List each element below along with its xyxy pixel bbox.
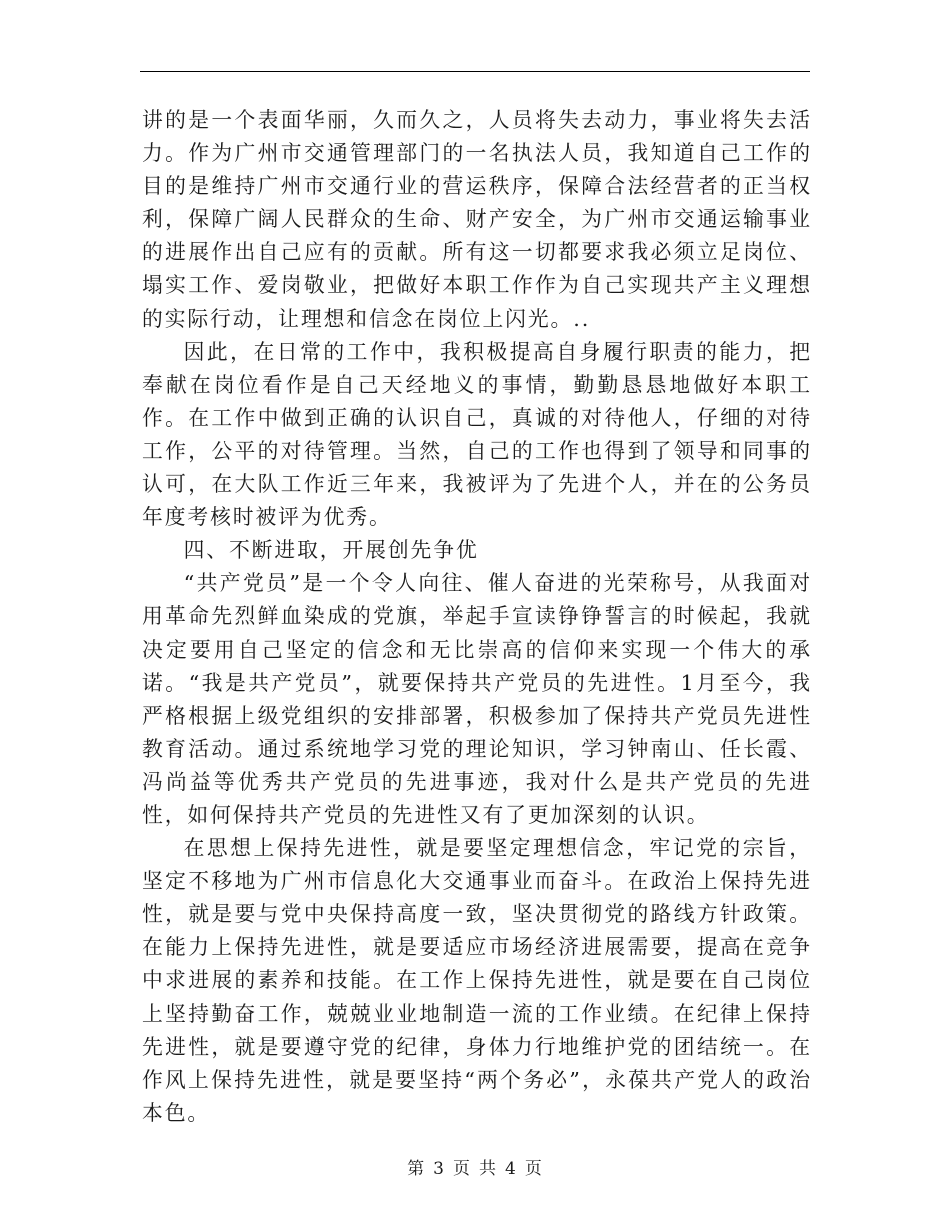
- paragraph-2: 因此，在日常的工作中，我积极提高自身履行职责的能力，把奉献在岗位看作是自己天经地义的事情，勤勤恳恳地做好本职工作。在工作中做到正确的认识自己，真诚的对待他人，仔细的对待工作，公平的对待管理。当然，自己的工作也得到了领导和同事的认可，在大队工作近三年来，我被评为了先进个人，并在的公务员年度考核时被评为优秀。: [142, 339, 812, 530]
- footer-total-word: 共: [479, 1159, 497, 1179]
- document-body: [142, 104, 812, 1130]
- footer-suffix: 页: [524, 1159, 543, 1179]
- footer-total-pages: 4: [505, 1159, 517, 1179]
- paragraph-3: “共产党员”是一个令人向往、催人奋进的光荣称号，从我面对用革命先烈鲜血染成的党旗，举起手宣读铮铮誓言的时候起，我就决定要用自己坚定的信念和无比崇高的信仰来实现一个伟大的承诺。“我是共产党员”，就要保持共产党员的先进性。1月至今，我严格根据上级党组织的安排部署，积极参加了保持共产党员先进性教育活动。通过系统地学习党的理论知识，学习钟南山、任长霞、冯尚益等优秀共产党员的先进事迹，我对什么是共产党员的先进性，如何保持共产党员的先进性又有了更加深刻的认识。: [142, 571, 812, 827]
- section-heading: 四、不断进取，开展创先争优: [183, 538, 479, 563]
- footer-prefix: 第: [407, 1159, 426, 1179]
- header-rule: [140, 71, 810, 72]
- paragraph-1: 讲的是一个表面华丽，久而久之，人员将失去动力，事业将失去活力。作为广州市交通管理部门的一名执法人员，我知道自己工作的目的是维持广州市交通行业的营运秩序，保障合法经营者的正当权利，保障广阔人民群众的生命、财产安全，为广州市交通运输事业的进展作出自己应有的贡献。所有这一切都要求我必须立足岗位、塌实工作、爱岗敬业，把做好本职工作作为自己实现共产主义理想的实际行动，让理想和信念在岗位上闪光。..: [142, 108, 812, 331]
- footer-page-word: 页: [453, 1159, 471, 1179]
- page-footer: [0, 1154, 950, 1179]
- paragraph-4: 在思想上保持先进性，就是要坚定理想信念，牢记党的宗旨，坚定不移地为广州市信息化大交通事业而奋斗。在政治上保持先进性，就是要与党中央保持高度一致，坚决贯彻党的路线方针政策。在能力上保持先进性，就是要适应市场经济进展需要，提高在竞争中求进展的素养和技能。在工作上保持先进性，就是要在自己岗位上坚持勤奋工作，兢兢业业地制造一流的工作业绩。在纪律上保持先进性，就是要遵守党的纪律，身体力行地维护党的团结统一。在作风上保持先进性，就是要坚持“两个务必”，永葆共产党人的政治本色。: [142, 836, 812, 1125]
- footer-current-page: 3: [433, 1159, 445, 1179]
